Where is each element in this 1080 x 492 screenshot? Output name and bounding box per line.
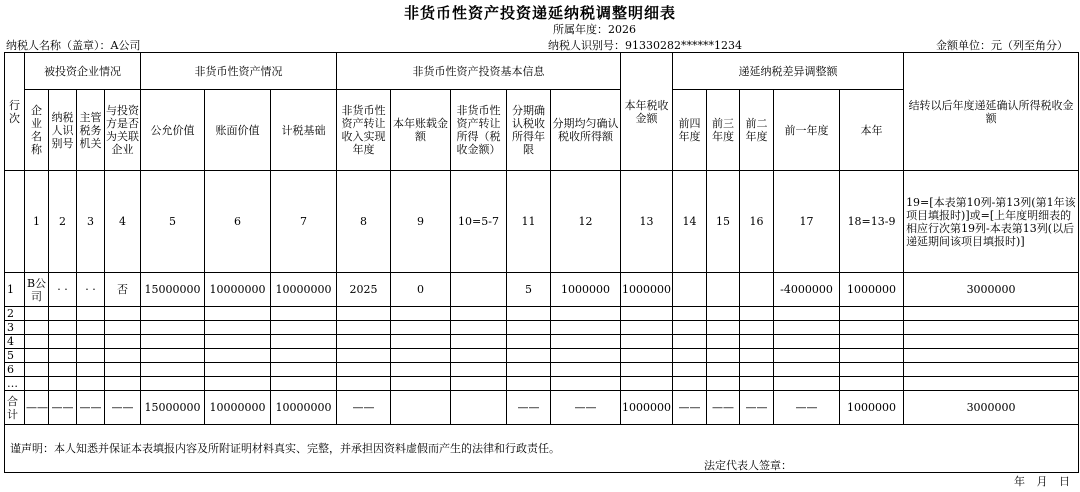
table-cell [49, 307, 77, 321]
total-cell: 15000000 [141, 391, 205, 425]
table-cell [840, 307, 904, 321]
column-header: 本年 [840, 90, 904, 171]
table-cell [271, 349, 337, 363]
table-cell: 2025 [337, 273, 391, 307]
table-row [5, 335, 1079, 349]
column-header: 本年账载金额 [391, 90, 451, 171]
total-cell: 1000000 [621, 391, 673, 425]
table-row [5, 349, 1079, 363]
adjustment-table [4, 52, 1079, 473]
table-cell [707, 363, 740, 377]
table-cell [840, 377, 904, 391]
total-cell: —— [105, 391, 141, 425]
table-cell [49, 349, 77, 363]
table-cell: 1 [5, 273, 25, 307]
asset-header: 非货币性资产情况 [141, 53, 337, 90]
table-cell [621, 377, 673, 391]
table-cell [904, 363, 1079, 377]
table-cell [271, 335, 337, 349]
table-cell [707, 349, 740, 363]
column-number: 6 [205, 171, 271, 273]
table-cell [507, 363, 551, 377]
table-cell [391, 363, 451, 377]
table-cell: 3000000 [904, 273, 1079, 307]
total-cell [451, 391, 507, 425]
table-cell [740, 349, 774, 363]
table-cell [451, 377, 507, 391]
table-cell [105, 363, 141, 377]
table-cell [49, 363, 77, 377]
table-cell [840, 335, 904, 349]
table-cell [451, 363, 507, 377]
table-cell [840, 363, 904, 377]
table-cell [551, 349, 621, 363]
table-cell [391, 349, 451, 363]
page-title: 非货币性资产投资递延纳税调整明细表 [403, 4, 676, 22]
row-number: 4 [5, 335, 25, 349]
table-cell [774, 307, 840, 321]
total-cell: 合计 [5, 391, 25, 425]
table-cell [105, 307, 141, 321]
table-cell [551, 307, 621, 321]
column-number: 15 [707, 171, 740, 273]
table-cell [205, 335, 271, 349]
table-cell [904, 377, 1079, 391]
table-cell [451, 335, 507, 349]
table-cell [25, 335, 49, 349]
column-header: 前二年度 [740, 90, 774, 171]
column-number: 4 [105, 171, 141, 273]
table-cell [271, 307, 337, 321]
total-cell: —— [25, 391, 49, 425]
total-cell: 1000000 [840, 391, 904, 425]
column-header: 公允价值 [141, 90, 205, 171]
table-cell [904, 307, 1079, 321]
table-cell [707, 307, 740, 321]
table-cell [673, 349, 707, 363]
table-cell [141, 321, 205, 335]
table-cell [391, 307, 451, 321]
table-cell [621, 307, 673, 321]
table-cell [105, 321, 141, 335]
table-cell [77, 363, 105, 377]
table-cell [621, 363, 673, 377]
table-cell [551, 377, 621, 391]
column-number: 1 [25, 171, 49, 273]
table-row [5, 377, 1079, 391]
table-cell [740, 321, 774, 335]
table-cell [840, 349, 904, 363]
total-cell: —— [740, 391, 774, 425]
table-cell [740, 377, 774, 391]
taxpayer-id: 纳税人识别号：91330282******1234 [548, 39, 742, 52]
column-header: 分期均匀确认税收所得额 [551, 90, 621, 171]
column-19-formula: 19=[本表第10列-第13列(第1年该项目填报时)]或=[上年度明细表的相应行次第19列-本表第13列(以后递延期间该项目填报时)] [904, 171, 1079, 273]
table-cell [337, 307, 391, 321]
table-cell [49, 377, 77, 391]
column-header: 账面价值 [205, 90, 271, 171]
table-cell [25, 377, 49, 391]
table-cell [451, 349, 507, 363]
table-cell: 1000000 [621, 273, 673, 307]
table-cell: 5 [507, 273, 551, 307]
column-header: 分期确认税收所得年限 [507, 90, 551, 171]
table-cell [141, 363, 205, 377]
date-label: 年 月 日 [1014, 475, 1070, 488]
taxpayer-name: 纳税人名称（盖章）：A公司 [6, 39, 141, 52]
table-cell [904, 335, 1079, 349]
row-number: 6 [5, 363, 25, 377]
table-cell [774, 321, 840, 335]
table-cell [621, 349, 673, 363]
table-cell [49, 321, 77, 335]
table-cell [25, 363, 49, 377]
column-number: 11 [507, 171, 551, 273]
row-number: 2 [5, 307, 25, 321]
table-cell: 1000000 [551, 273, 621, 307]
table-cell [551, 335, 621, 349]
table-cell: 10000000 [271, 273, 337, 307]
column-number-row [5, 171, 1079, 273]
table-cell [205, 377, 271, 391]
table-cell [673, 363, 707, 377]
table-cell [740, 307, 774, 321]
table-cell [77, 349, 105, 363]
table-row [5, 307, 1079, 321]
table-cell [25, 349, 49, 363]
column-number: 3 [77, 171, 105, 273]
table-cell [551, 363, 621, 377]
tax-income-header: 本年税收金额 [621, 53, 673, 171]
table-cell [205, 321, 271, 335]
table-cell [105, 349, 141, 363]
table-cell [271, 321, 337, 335]
table-cell [77, 377, 105, 391]
table-cell [904, 349, 1079, 363]
total-cell: 10000000 [271, 391, 337, 425]
table-cell: 15000000 [141, 273, 205, 307]
table-cell [774, 377, 840, 391]
column-header: 前四年度 [673, 90, 707, 171]
table-cell: 10000000 [205, 273, 271, 307]
column-number: 13 [621, 171, 673, 273]
column-number: 18=13-9 [840, 171, 904, 273]
table-cell [271, 377, 337, 391]
table-cell [337, 321, 391, 335]
total-cell: —— [774, 391, 840, 425]
column-header: 企业名称 [25, 90, 49, 171]
table-cell [105, 335, 141, 349]
table-cell: 否 [105, 273, 141, 307]
invested-enterprise-header: 被投资企业情况 [25, 53, 141, 90]
total-cell: —— [49, 391, 77, 425]
table-cell [141, 349, 205, 363]
row-number: 3 [5, 321, 25, 335]
table-cell [621, 321, 673, 335]
column-number: 8 [337, 171, 391, 273]
table-cell [337, 349, 391, 363]
fiscal-year: 所属年度：2026 [553, 23, 636, 36]
table-cell [673, 335, 707, 349]
row-number: 5 [5, 349, 25, 363]
table-cell [391, 377, 451, 391]
table-cell [774, 363, 840, 377]
table-cell [840, 321, 904, 335]
column-number: 5 [141, 171, 205, 273]
column-number: 12 [551, 171, 621, 273]
table-cell [673, 377, 707, 391]
table-cell [740, 273, 774, 307]
total-cell: —— [551, 391, 621, 425]
total-cell: —— [673, 391, 707, 425]
table-cell: -4000000 [774, 273, 840, 307]
column-number: 9 [391, 171, 451, 273]
table-cell: · · [49, 273, 77, 307]
total-cell: 3000000 [904, 391, 1079, 425]
amount-unit: 金额单位：元（列至角分） [936, 39, 1068, 52]
total-cell: —— [507, 391, 551, 425]
signature-label: 法定代表人签章： [704, 459, 792, 472]
table-cell: 1000000 [840, 273, 904, 307]
table-cell [337, 363, 391, 377]
row-number: … [5, 377, 25, 391]
table-cell [77, 335, 105, 349]
total-cell: —— [77, 391, 105, 425]
table-cell [707, 273, 740, 307]
carry-forward-header: 结转以后年度递延确认所得税收金额 [904, 53, 1079, 171]
table-cell [507, 307, 551, 321]
table-row [5, 273, 1079, 307]
column-header: 纳税人识别号 [49, 90, 77, 171]
table-cell [507, 349, 551, 363]
table-cell [451, 307, 507, 321]
column-number: 2 [49, 171, 77, 273]
table-cell [141, 377, 205, 391]
table-cell [673, 307, 707, 321]
table-cell [673, 321, 707, 335]
diff-adjust-header: 递延纳税差异调整额 [673, 53, 904, 90]
table-cell [141, 307, 205, 321]
table-cell [673, 273, 707, 307]
table-cell: B公司 [25, 273, 49, 307]
table-cell [904, 321, 1079, 335]
table-cell [205, 349, 271, 363]
table-cell [205, 363, 271, 377]
table-cell [774, 349, 840, 363]
table-cell [507, 321, 551, 335]
column-header: 主管税务机关 [77, 90, 105, 171]
table-cell [141, 335, 205, 349]
table-cell [337, 335, 391, 349]
table-cell [451, 321, 507, 335]
column-header: 非货币性资产转让收入实现年度 [337, 90, 391, 171]
table-cell [105, 377, 141, 391]
table-cell [77, 321, 105, 335]
total-cell [391, 391, 451, 425]
table-cell [271, 363, 337, 377]
column-number: 16 [740, 171, 774, 273]
table-cell [391, 321, 451, 335]
table-cell [707, 321, 740, 335]
basic-info-header: 非货币性资产投资基本信息 [337, 53, 621, 90]
total-row [5, 391, 1079, 425]
total-cell: —— [707, 391, 740, 425]
table-cell [621, 335, 673, 349]
column-number: 7 [271, 171, 337, 273]
column-header: 前三年度 [707, 90, 740, 171]
column-header: 计税基础 [271, 90, 337, 171]
table-cell [391, 335, 451, 349]
table-cell [49, 335, 77, 349]
table-cell [740, 335, 774, 349]
declaration: 谨声明：本人知悉并保证本表填报内容及所附证明材料真实、完整，并承担因资料虚假而产生的法律和行政责任。 [10, 442, 560, 455]
column-header: 前一年度 [774, 90, 840, 171]
table-cell [25, 307, 49, 321]
column-number: 10=5-7 [451, 171, 507, 273]
table-cell [707, 377, 740, 391]
column-number: 17 [774, 171, 840, 273]
row-number-header: 行次 [5, 53, 25, 171]
table-row [5, 321, 1079, 335]
table-cell: · · [77, 273, 105, 307]
column-number: 14 [673, 171, 707, 273]
table-cell: 0 [391, 273, 451, 307]
table-cell [77, 307, 105, 321]
table-cell [337, 377, 391, 391]
table-cell [507, 377, 551, 391]
table-cell [740, 363, 774, 377]
row-number-cell [5, 171, 25, 273]
table-cell [551, 321, 621, 335]
column-header: 非货币性资产转让所得（税收金额） [451, 90, 507, 171]
total-cell: —— [337, 391, 391, 425]
table-cell [451, 273, 507, 307]
total-cell: 10000000 [205, 391, 271, 425]
column-header: 与投资方是否为关联企业 [105, 90, 141, 171]
table-cell [25, 321, 49, 335]
table-cell [774, 335, 840, 349]
table-cell [707, 335, 740, 349]
table-row [5, 363, 1079, 377]
table-cell [205, 307, 271, 321]
table-cell [507, 335, 551, 349]
